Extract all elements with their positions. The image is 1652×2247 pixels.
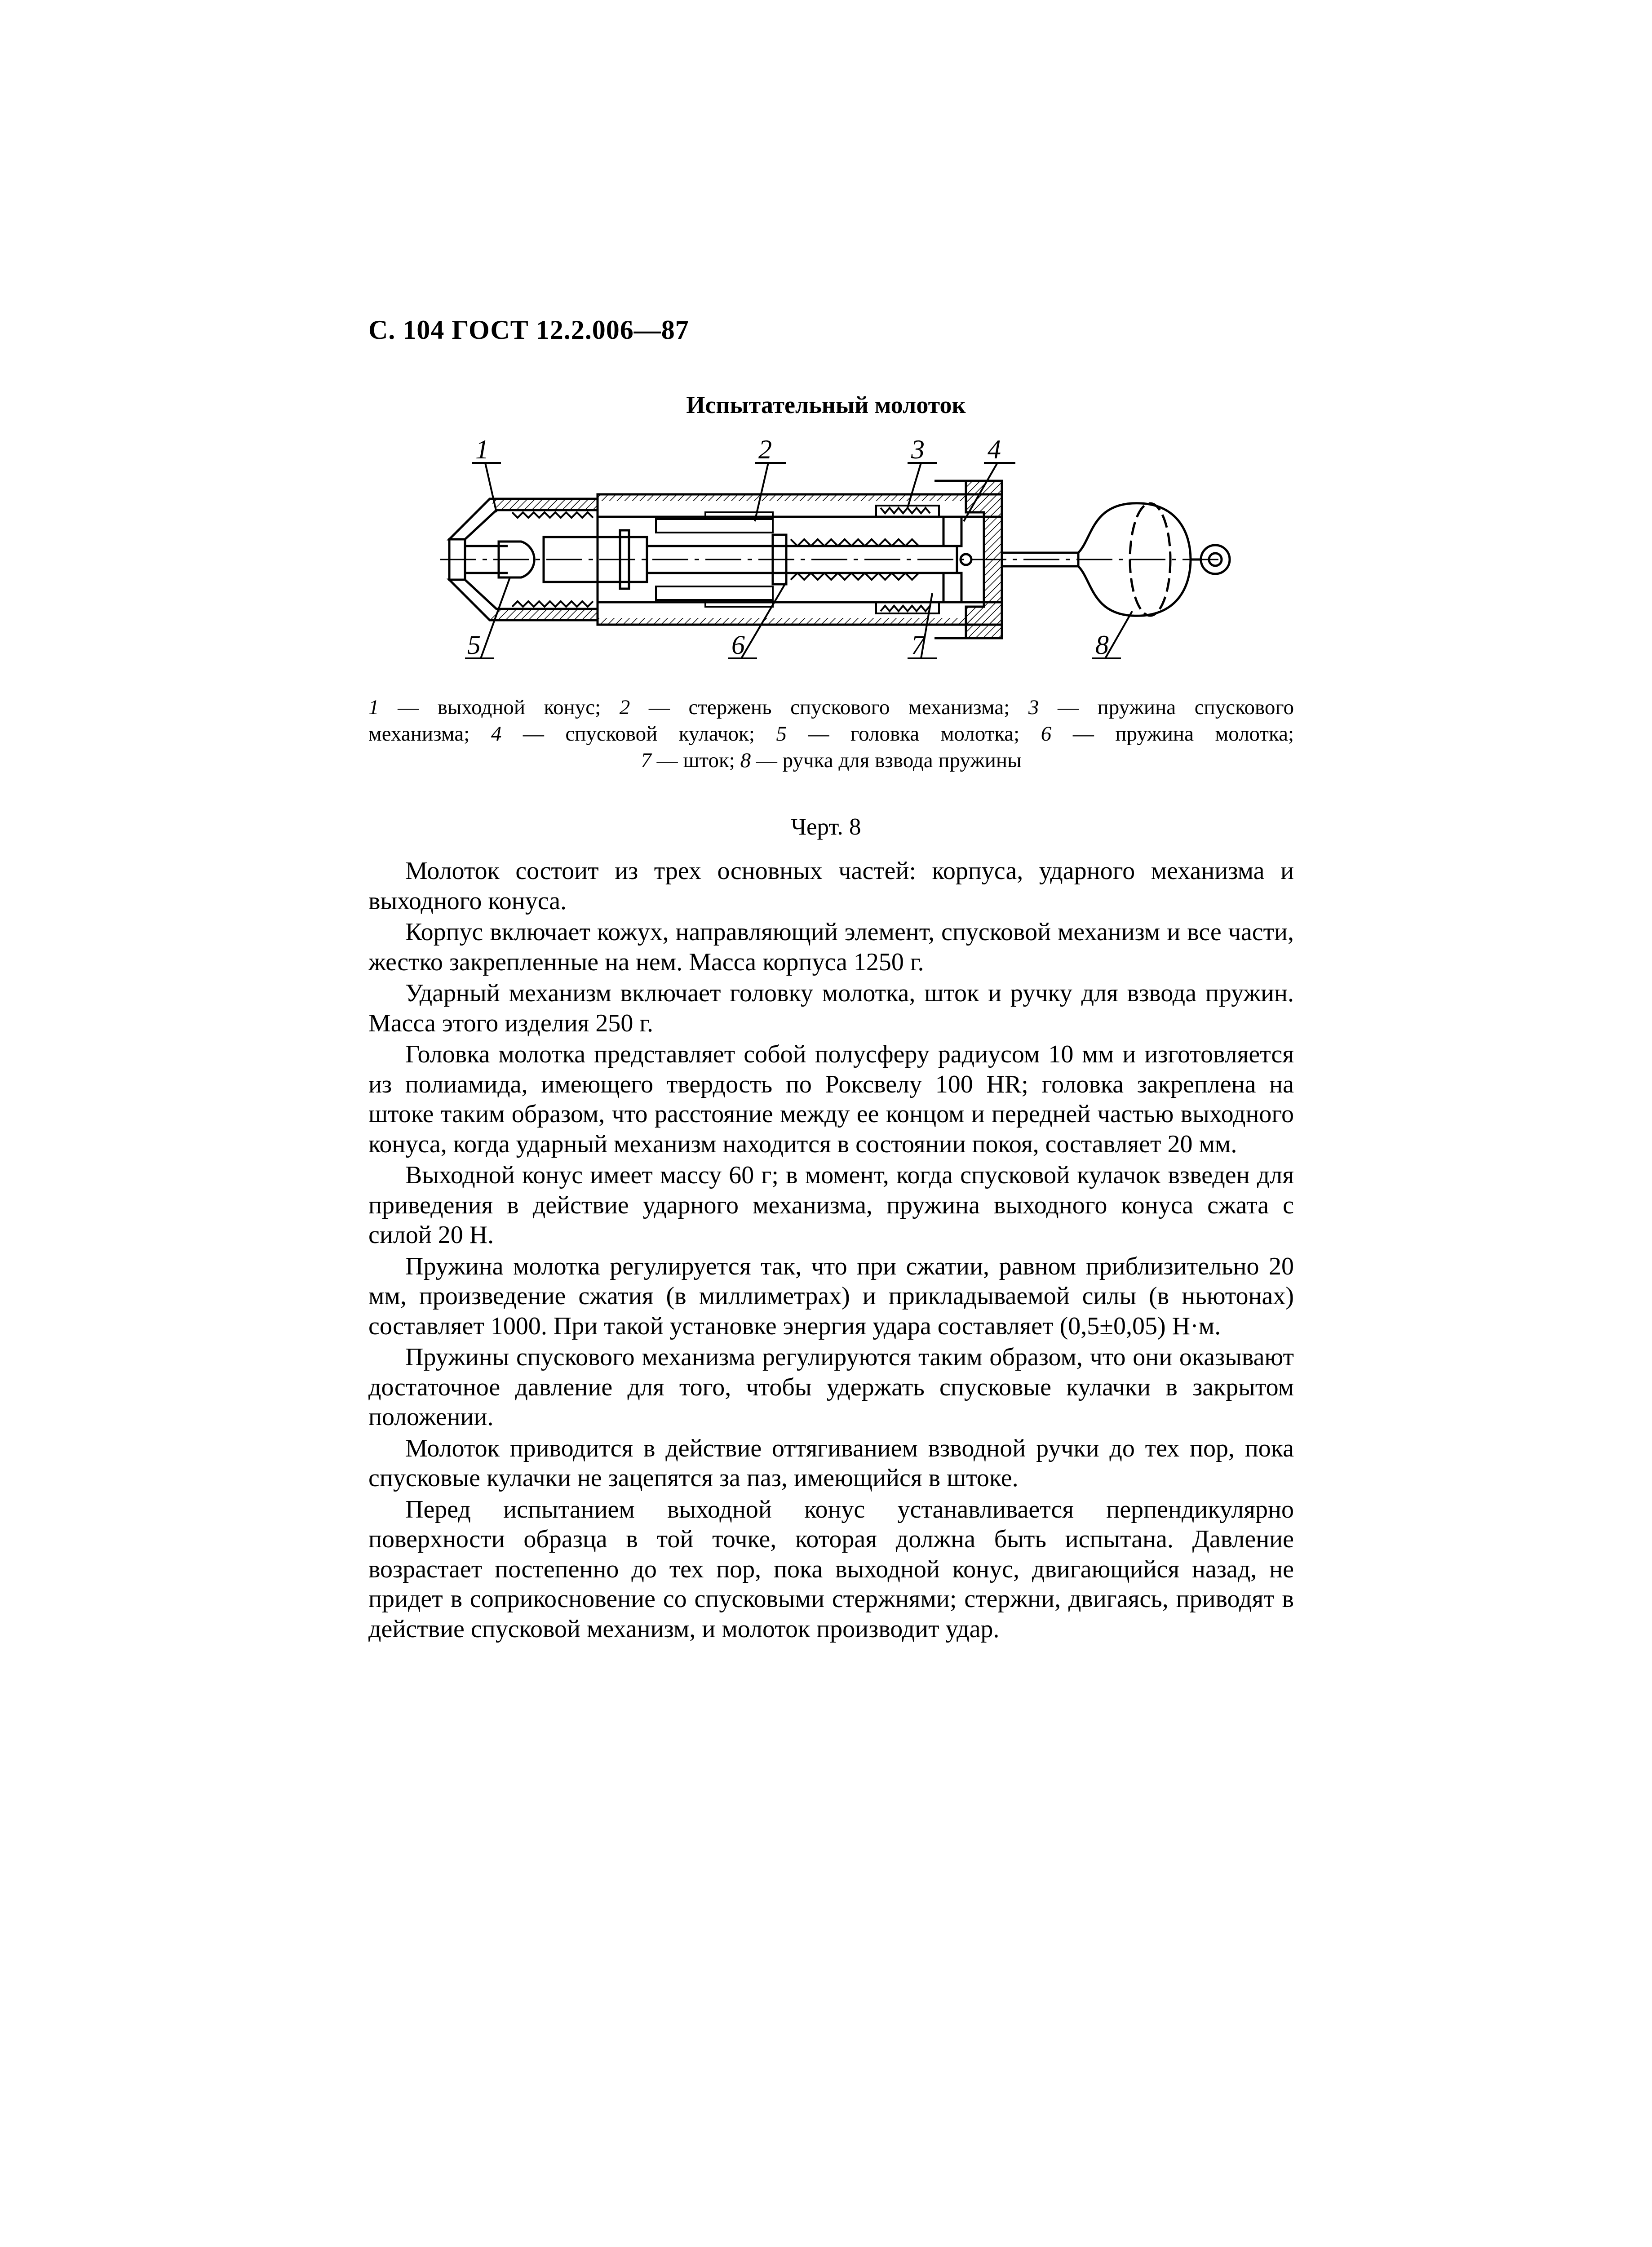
callout-3: 3 (911, 435, 925, 464)
callout-1: 1 (475, 435, 489, 464)
body-text (368, 856, 1294, 1645)
figure-legend (368, 694, 1294, 774)
paragraph: Молоток приводится в действие оттягиванием взводной ручки до тех пор, пока спусковые кулачки не зацепятся за паз, имеющийся в штоке. (368, 1434, 1294, 1492)
callout-5: 5 (467, 630, 481, 660)
figure-title: Испытательный молоток (686, 391, 966, 418)
paragraph: Выходной конус имеет массу 60 г; в момент, когда спусковой кулачок взведен для приведения в действие ударного механизма, пружина выходного конуса сжата с силой 20 Н. (368, 1161, 1294, 1249)
paragraph: Пружина молотка регулируется так, что при сжатии, равном приблизительно 20 мм, произведение сжатия (в миллиметрах) и прикладываемой силы (в ньютонах) составляет 1000. При такой установке энергия удара составляет (0,5±0,05) Н·м. (368, 1252, 1294, 1340)
page-header: С. 104 ГОСТ 12.2.006—87 (368, 315, 689, 345)
callout-7: 7 (911, 630, 925, 660)
callout-leaders (465, 463, 1132, 658)
paragraph: Молоток состоит из трех основных частей: корпуса, ударного механизма и выходного конуса. (368, 857, 1294, 915)
drawing-number: Черт. 8 (791, 814, 861, 840)
paragraph: Перед испытанием выходной конус устанавливается перпендикулярно поверхности образца в той точке, которая должна быть испытана. Давление возрастает постепенно до тех пор, пока выходной конус, двигающийся назад, не придет в соприкосновение со спусковыми стержнями; стержни, двигаясь, приводят в действие спусковой механизм, и молоток производит удар. (368, 1495, 1294, 1643)
test-hammer-drawing (431, 427, 1240, 683)
legend-line: 1 — выходной конус; 2 — стержень спускового механизма; 3 — пружина спускового (368, 696, 1294, 719)
callout-8: 8 (1095, 630, 1109, 660)
paragraph: Корпус включает кожух, направляющий элемент, спусковой механизм и все части, жестко закрепленные на нем. Масса корпуса 1250 г. (368, 918, 1294, 976)
callout-6: 6 (731, 630, 745, 660)
callout-4: 4 (988, 435, 1001, 464)
paragraph: Пружины спускового механизма регулируются таким образом, что они оказывают достаточное давление для того, чтобы удержать спусковые кулачки в закрытом положении. (368, 1343, 1294, 1431)
paragraph: Головка молотка представляет собой полусферу радиусом 10 мм и изготовляется из полиамида, имеющего твердость по Роксвелу 100 HR; головка закреплена на штоке таким образом, что расстояние между ее концом и передней частью выходного конуса, когда ударный механизм находится в состоянии покоя, составляет 20 мм. (368, 1040, 1294, 1158)
paragraph: Ударный механизм включает головку молотка, шток и ручку для взвода пружин. Масса этого изделия 250 г. (368, 979, 1294, 1037)
callout-2: 2 (758, 435, 772, 464)
legend-line: механизма; 4 — спусковой кулачок; 5 — головка молотка; 6 — пружина молотка; (368, 722, 1294, 746)
legend-line: 7 — шток; 8 — ручка для взвода пружины (641, 749, 1022, 772)
